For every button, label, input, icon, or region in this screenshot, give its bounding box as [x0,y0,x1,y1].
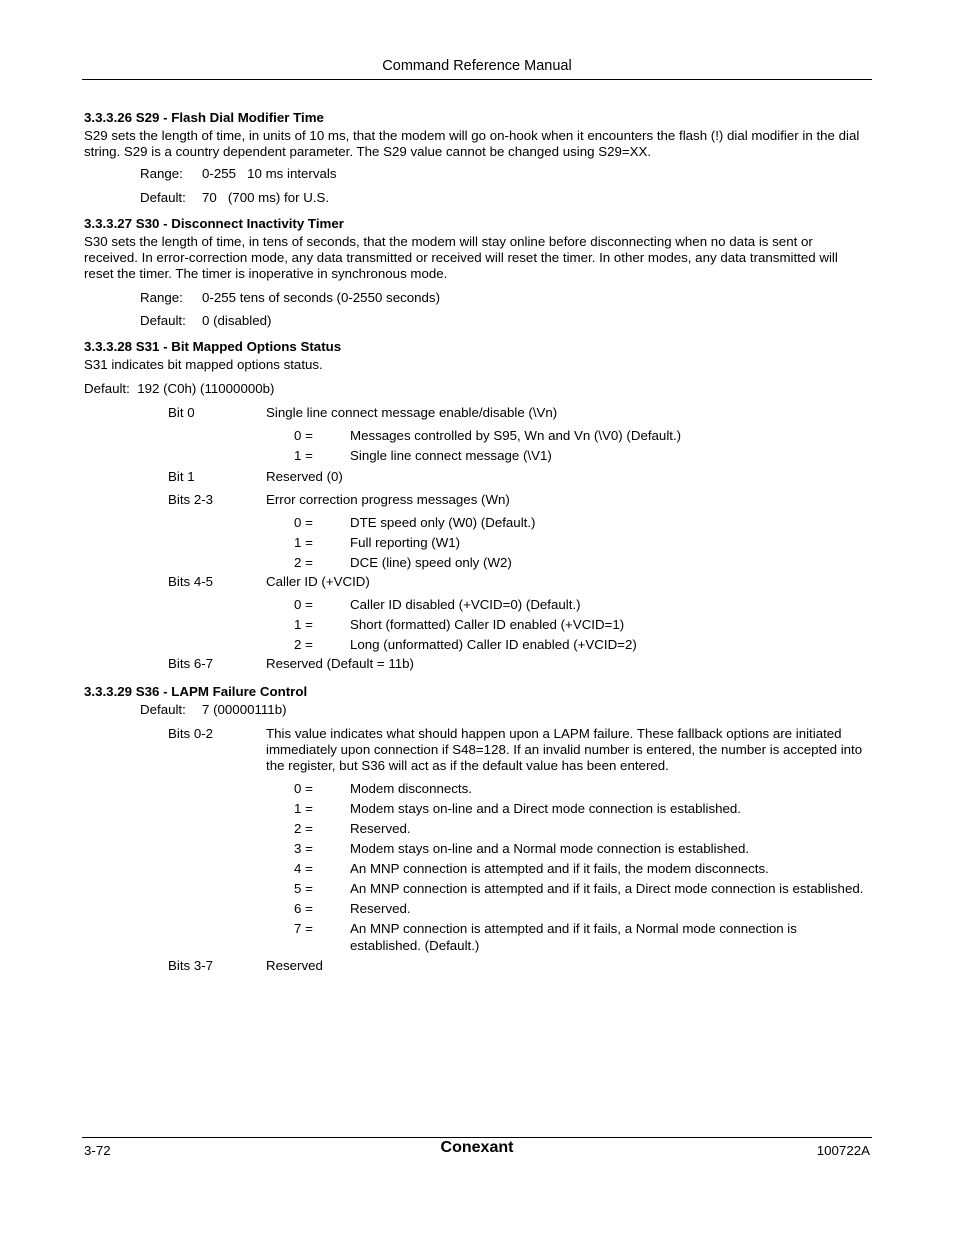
value-number: 7 = [294,921,313,936]
value-number: 1 = [294,801,313,816]
value-description: Modem disconnects. [350,781,472,796]
section-heading: 3.3.3.28 S31 - Bit Mapped Options Status [84,339,342,354]
value-number: 1 = [294,448,313,463]
range-value: 0-255 tens of seconds (0-2550 seconds) [202,290,441,305]
value-number: 6 = [294,901,313,916]
value-number: 2 = [294,555,313,570]
default-value: 7 (00000111b) [202,702,287,717]
value-number: 0 = [294,597,313,612]
value-number: 3 = [294,841,313,856]
bit-description: Caller ID (+VCID) [266,574,370,589]
section-heading: 3.3.3.26 S29 - Flash Dial Modifier Time [84,110,324,125]
value-number: 2 = [294,637,313,652]
value-row [294,554,868,571]
value-row [294,616,868,633]
bit-label: Bit 1 [168,469,195,484]
section-body: S31 indicates bit mapped options status. [84,357,323,372]
value-description: DCE (line) speed only (W2) [350,555,512,570]
range-label: Range: [140,166,183,181]
value-description: DTE speed only (W0) (Default.) [350,515,536,530]
default-label: Default: [140,313,186,328]
value-row [294,636,868,653]
value-description: Long (unformatted) Caller ID enabled (+VCID=2) [350,637,637,652]
value-number: 2 = [294,821,313,836]
bit-row [168,469,868,485]
value-number: 0 = [294,428,313,443]
section-body: S30 sets the length of time, in tens of seconds, that the modem will stay online before disconnecting when no data is sent or received. In error-correction mode, any data transmitted or received will reset the timer. In other modes, any data transmitted will reset the timer. The timer is inoperative in synchronous mode. [84,234,838,281]
header-rule [82,79,872,80]
value-row [294,860,868,877]
bit-row [168,726,868,774]
value-number: 0 = [294,781,313,796]
section-s36 [84,682,868,974]
default-line [140,190,868,206]
section-s29 [84,108,868,206]
bit-label: Bits 4-5 [168,574,214,589]
value-description: An MNP connection is attempted and if it fails, a Direct mode connection is established. [350,881,864,896]
value-description: Reserved. [350,901,411,916]
value-row [294,820,868,837]
bit-description: Single line connect message enable/disable (\Vn) [266,405,558,420]
document-number: 100722A [816,1143,870,1158]
value-description: An MNP connection is attempted and if it fails, a Normal mode connection is established. (Default.) [350,921,797,953]
value-row [294,447,868,464]
bit-label: Bit 0 [168,405,195,420]
page-content [84,108,868,974]
value-number: 1 = [294,535,313,550]
default-label: Default: [140,702,186,717]
bit-label: Bits 3-7 [168,958,214,973]
value-description: Reserved. [350,821,411,836]
bit-row [168,492,868,508]
bit-row [168,574,868,590]
company-name: Conexant [440,1139,514,1156]
value-row [294,920,868,954]
value-number: 4 = [294,861,313,876]
default-line [140,702,868,718]
value-description: Modem stays on-line and a Normal mode connection is established. [350,841,750,856]
value-row [294,880,868,897]
page-number: 3-72 [84,1143,111,1158]
value-row [294,534,868,551]
range-value: 0-255 10 ms intervals [202,166,337,181]
value-number: 0 = [294,515,313,530]
bit-label: Bits 2-3 [168,492,214,507]
value-row [294,900,868,917]
value-description: Full reporting (W1) [350,535,461,550]
value-row [294,514,868,531]
bit-description: Reserved (0) [266,469,343,484]
bit-label: Bits 6-7 [168,656,214,671]
value-description: Caller ID disabled (+VCID=0) (Default.) [350,597,581,612]
bit-description: This value indicates what should happen upon a LAPM failure. These fallback options are initiated immediately upon connection if S48=128. If an invalid number is entered, the number is accepted into the register, but S36 will act as if the default value has been entered. [266,726,863,773]
bit-row [168,405,868,421]
bit-description: Error correction progress messages (Wn) [266,492,510,507]
default-line: Default: 192 (C0h) (11000000b) [84,381,275,396]
value-description: Single line connect message (\V1) [350,448,552,463]
value-row [294,840,868,857]
value-number: 1 = [294,617,313,632]
bit-label: Bits 0-2 [168,726,214,741]
value-description: Modem stays on-line and a Direct mode connection is established. [350,801,741,816]
section-heading: 3.3.3.27 S30 - Disconnect Inactivity Timer [84,216,344,231]
bit-description: Reserved (Default = 11b) [266,656,414,671]
bit-row [168,958,868,974]
value-row [294,596,868,613]
default-value: 70 (700 ms) for U.S. [202,190,330,205]
default-line [140,313,868,329]
section-body: S29 sets the length of time, in units of 10 ms, that the modem will go on-hook when it encounters the flash (!) dial modifier in the dial string. S29 is a country dependent parameter. The S29 value cannot be changed using S29=XX. [84,128,860,159]
value-description: An MNP connection is attempted and if it fails, the modem disconnects. [350,861,769,876]
range-line [140,290,868,306]
bit-description: Reserved [266,958,323,973]
running-header: Command Reference Manual [382,58,572,74]
section-s30 [84,214,868,329]
footer-rule [82,1137,872,1138]
section-s31 [84,337,868,672]
value-number: 5 = [294,881,313,896]
value-row [294,780,868,797]
value-row [294,427,868,444]
value-row [294,800,868,817]
section-heading: 3.3.3.29 S36 - LAPM Failure Control [84,684,308,699]
bit-row [168,656,868,672]
default-label: Default: [140,190,186,205]
default-value: 0 (disabled) [202,313,272,328]
range-line [140,166,868,182]
value-description: Short (formatted) Caller ID enabled (+VCID=1) [350,617,625,632]
range-label: Range: [140,290,183,305]
value-description: Messages controlled by S95, Wn and Vn (\V0) (Default.) [350,428,682,443]
